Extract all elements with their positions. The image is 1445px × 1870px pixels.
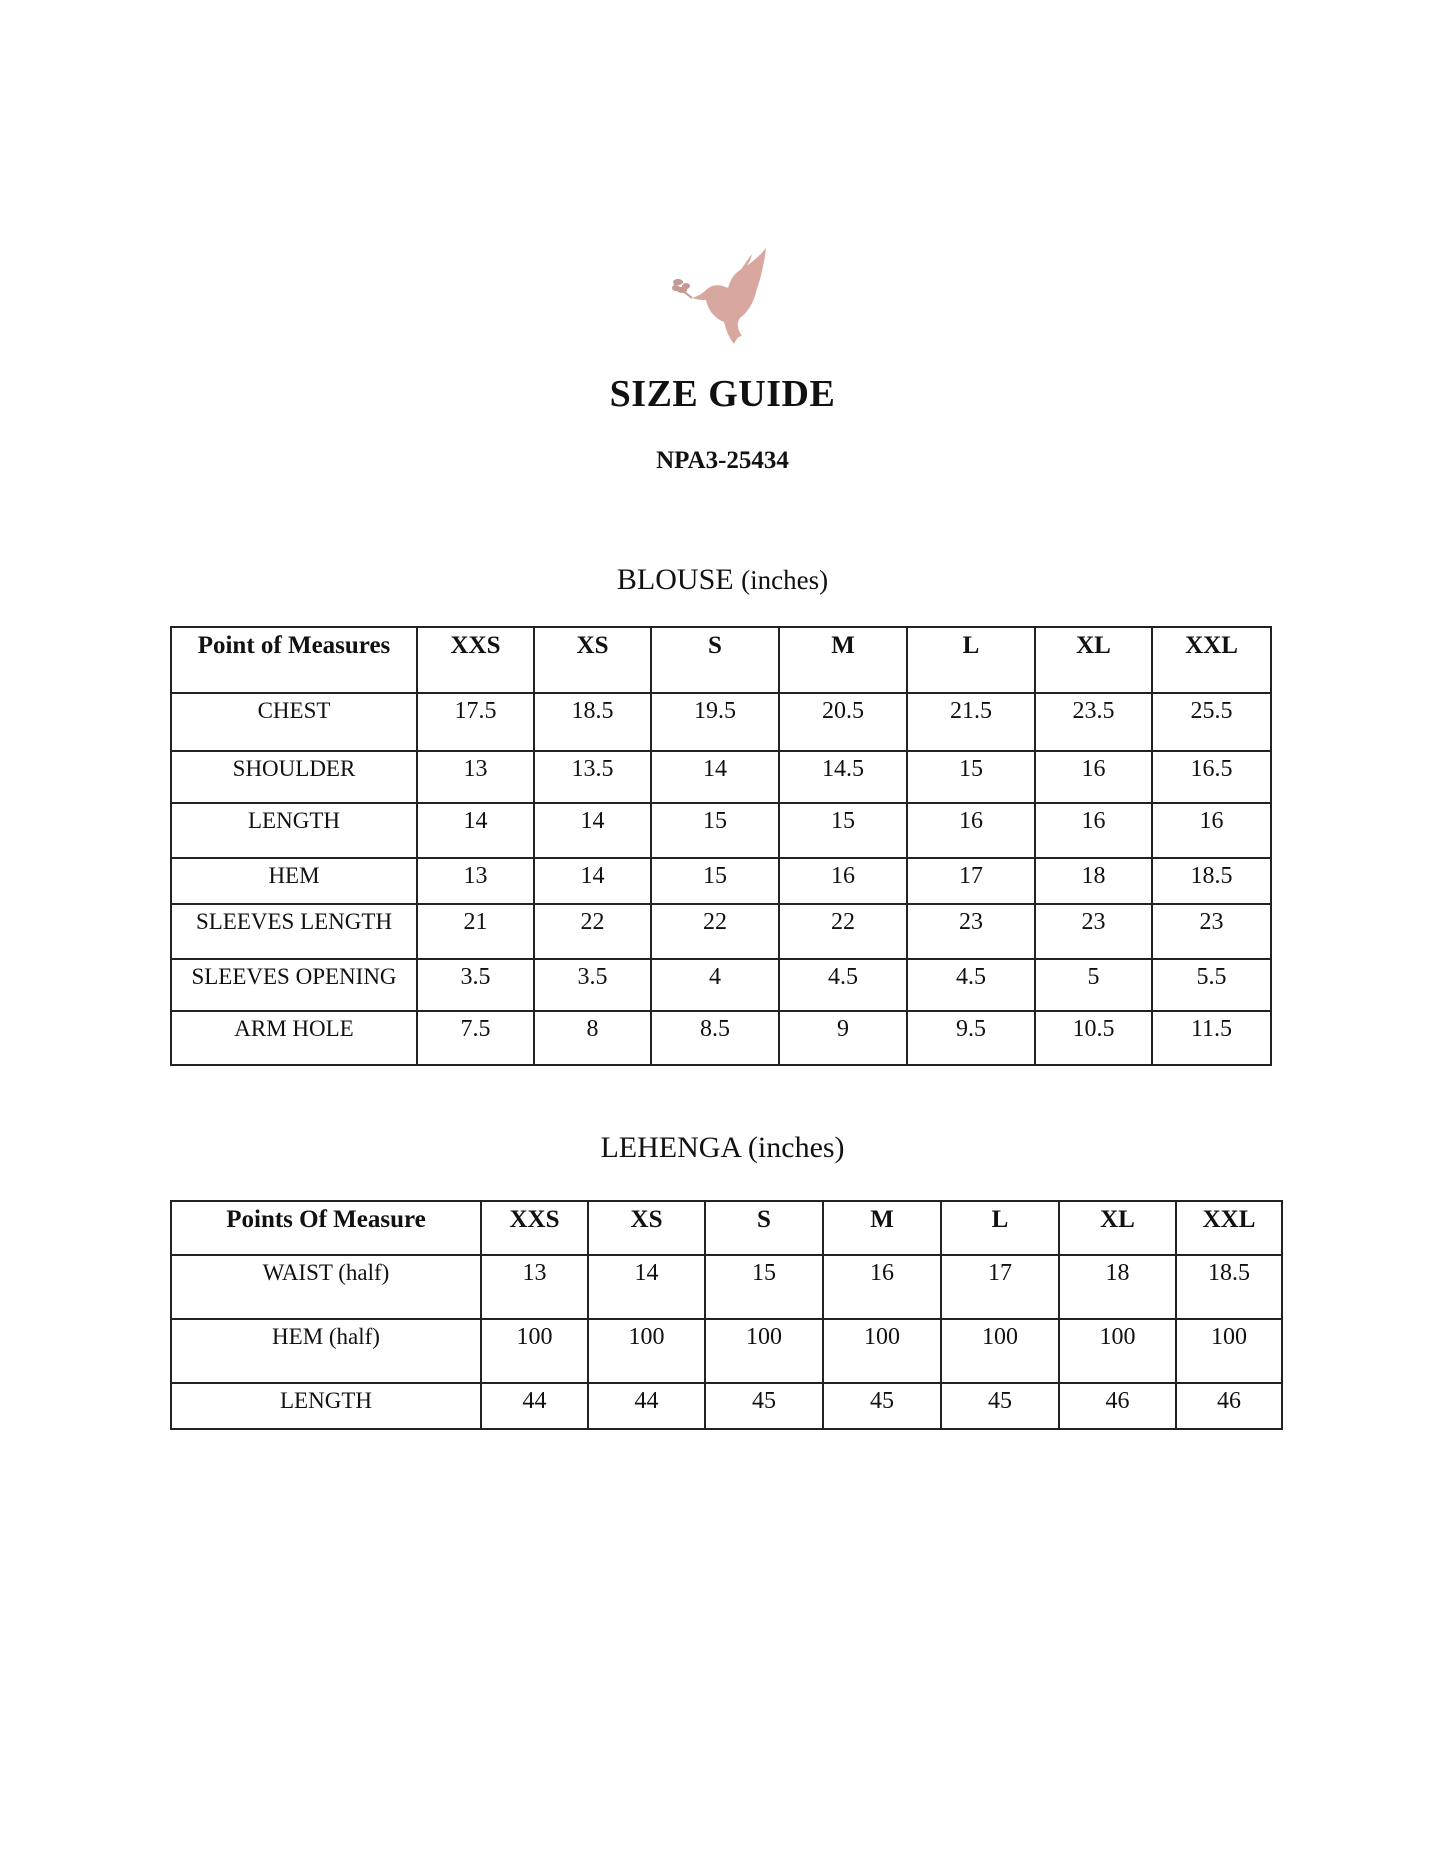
- header-cell: L: [941, 1201, 1059, 1255]
- lehenga-section-title: [0, 1131, 1445, 1165]
- row-label: ARM HOLE: [171, 1011, 417, 1065]
- table-cell: 19.5: [651, 693, 779, 751]
- table-row: [171, 803, 1271, 858]
- table-cell: 100: [705, 1319, 823, 1383]
- row-label: SLEEVES OPENING: [171, 959, 417, 1011]
- header-cell: XXL: [1152, 627, 1271, 693]
- table-cell: 15: [907, 751, 1035, 803]
- table-cell: 14: [534, 803, 651, 858]
- brand-logo: [668, 244, 774, 350]
- table-row: [171, 1383, 1282, 1429]
- table-cell: 4.5: [779, 959, 907, 1011]
- table-cell: 100: [941, 1319, 1059, 1383]
- table-cell: 13: [417, 858, 534, 904]
- row-label: HEM (half): [171, 1319, 481, 1383]
- table-cell: 13: [417, 751, 534, 803]
- header-cell: XXS: [481, 1201, 588, 1255]
- table-cell: 16: [1152, 803, 1271, 858]
- table-cell: 7.5: [417, 1011, 534, 1065]
- table-row: [171, 751, 1271, 803]
- table-cell: 16: [907, 803, 1035, 858]
- table-cell: 45: [941, 1383, 1059, 1429]
- table-cell: 18.5: [1176, 1255, 1282, 1319]
- table-cell: 45: [705, 1383, 823, 1429]
- table-cell: 17: [907, 858, 1035, 904]
- table-header-row: [171, 627, 1271, 693]
- table-cell: 21.5: [907, 693, 1035, 751]
- header-cell: L: [907, 627, 1035, 693]
- header-cell: XL: [1059, 1201, 1176, 1255]
- table-cell: 23.5: [1035, 693, 1152, 751]
- header-cell: M: [823, 1201, 941, 1255]
- table-row: [171, 959, 1271, 1011]
- table-cell: 14: [651, 751, 779, 803]
- table-cell: 23: [1035, 904, 1152, 959]
- header-cell: XS: [534, 627, 651, 693]
- table-cell: 9.5: [907, 1011, 1035, 1065]
- table-cell: 18: [1059, 1255, 1176, 1319]
- table-cell: 45: [823, 1383, 941, 1429]
- row-label: SHOULDER: [171, 751, 417, 803]
- table-cell: 16.5: [1152, 751, 1271, 803]
- table-cell: 18: [1035, 858, 1152, 904]
- table-cell: 100: [1176, 1319, 1282, 1383]
- table-cell: 23: [907, 904, 1035, 959]
- table-cell: 4.5: [907, 959, 1035, 1011]
- table-cell: 15: [651, 858, 779, 904]
- table-cell: 16: [779, 858, 907, 904]
- table-cell: 100: [1059, 1319, 1176, 1383]
- table-cell: 46: [1176, 1383, 1282, 1429]
- table-row: [171, 1255, 1282, 1319]
- page-title: SIZE GUIDE: [609, 373, 836, 415]
- header-cell: XS: [588, 1201, 705, 1255]
- blouse-title-text: BLOUSE: [616, 563, 734, 596]
- table-cell: 25.5: [1152, 693, 1271, 751]
- table-cell: 8.5: [651, 1011, 779, 1065]
- table-cell: 16: [1035, 803, 1152, 858]
- table-cell: 8: [534, 1011, 651, 1065]
- lehenga-size-table: [170, 1200, 1283, 1430]
- header-cell: Points Of Measure: [171, 1201, 481, 1255]
- header-cell: Point of Measures: [171, 627, 417, 693]
- product-code: NPA3-25434: [656, 447, 789, 474]
- table-cell: 10.5: [1035, 1011, 1152, 1065]
- table-cell: 9: [779, 1011, 907, 1065]
- table-cell: 14: [588, 1255, 705, 1319]
- table-cell: 15: [651, 803, 779, 858]
- table-row: [171, 904, 1271, 959]
- table-cell: 16: [1035, 751, 1152, 803]
- table-cell: 11.5: [1152, 1011, 1271, 1065]
- blouse-unit: (inches): [741, 565, 829, 595]
- row-label: CHEST: [171, 693, 417, 751]
- table-cell: 100: [823, 1319, 941, 1383]
- table-cell: 22: [779, 904, 907, 959]
- table-cell: 5.5: [1152, 959, 1271, 1011]
- table-cell: 44: [588, 1383, 705, 1429]
- header-cell: S: [705, 1201, 823, 1255]
- table-cell: 18.5: [1152, 858, 1271, 904]
- table-cell: 100: [588, 1319, 705, 1383]
- table-cell: 15: [779, 803, 907, 858]
- table-cell: 15: [705, 1255, 823, 1319]
- table-cell: 14: [534, 858, 651, 904]
- table-cell: 5: [1035, 959, 1152, 1011]
- table-cell: 23: [1152, 904, 1271, 959]
- table-cell: 18.5: [534, 693, 651, 751]
- blouse-size-table: [170, 626, 1272, 1066]
- table-header-row: [171, 1201, 1282, 1255]
- table-row: [171, 858, 1271, 904]
- lehenga-unit: (inches): [747, 1131, 845, 1164]
- table-row: [171, 693, 1271, 751]
- header-cell: XXS: [417, 627, 534, 693]
- dove-icon: [668, 244, 774, 350]
- table-cell: 14.5: [779, 751, 907, 803]
- table-cell: 13.5: [534, 751, 651, 803]
- table-cell: 4: [651, 959, 779, 1011]
- header-cell: S: [651, 627, 779, 693]
- table-cell: 46: [1059, 1383, 1176, 1429]
- blouse-section-title: [0, 563, 1445, 597]
- table-row: [171, 1011, 1271, 1065]
- table-row: [171, 1319, 1282, 1383]
- table-cell: 17.5: [417, 693, 534, 751]
- table-cell: 22: [534, 904, 651, 959]
- row-label: LENGTH: [171, 803, 417, 858]
- table-cell: 44: [481, 1383, 588, 1429]
- row-label: HEM: [171, 858, 417, 904]
- table-cell: 21: [417, 904, 534, 959]
- header-cell: M: [779, 627, 907, 693]
- row-label: LENGTH: [171, 1383, 481, 1429]
- row-label: SLEEVES LENGTH: [171, 904, 417, 959]
- header-cell: XXL: [1176, 1201, 1282, 1255]
- table-cell: 17: [941, 1255, 1059, 1319]
- table-cell: 13: [481, 1255, 588, 1319]
- table-cell: 3.5: [534, 959, 651, 1011]
- table-cell: 100: [481, 1319, 588, 1383]
- table-cell: 20.5: [779, 693, 907, 751]
- table-cell: 14: [417, 803, 534, 858]
- header-cell: XL: [1035, 627, 1152, 693]
- table-cell: 3.5: [417, 959, 534, 1011]
- table-cell: 16: [823, 1255, 941, 1319]
- lehenga-title-text: LEHENGA: [600, 1131, 741, 1164]
- table-cell: 22: [651, 904, 779, 959]
- row-label: WAIST (half): [171, 1255, 481, 1319]
